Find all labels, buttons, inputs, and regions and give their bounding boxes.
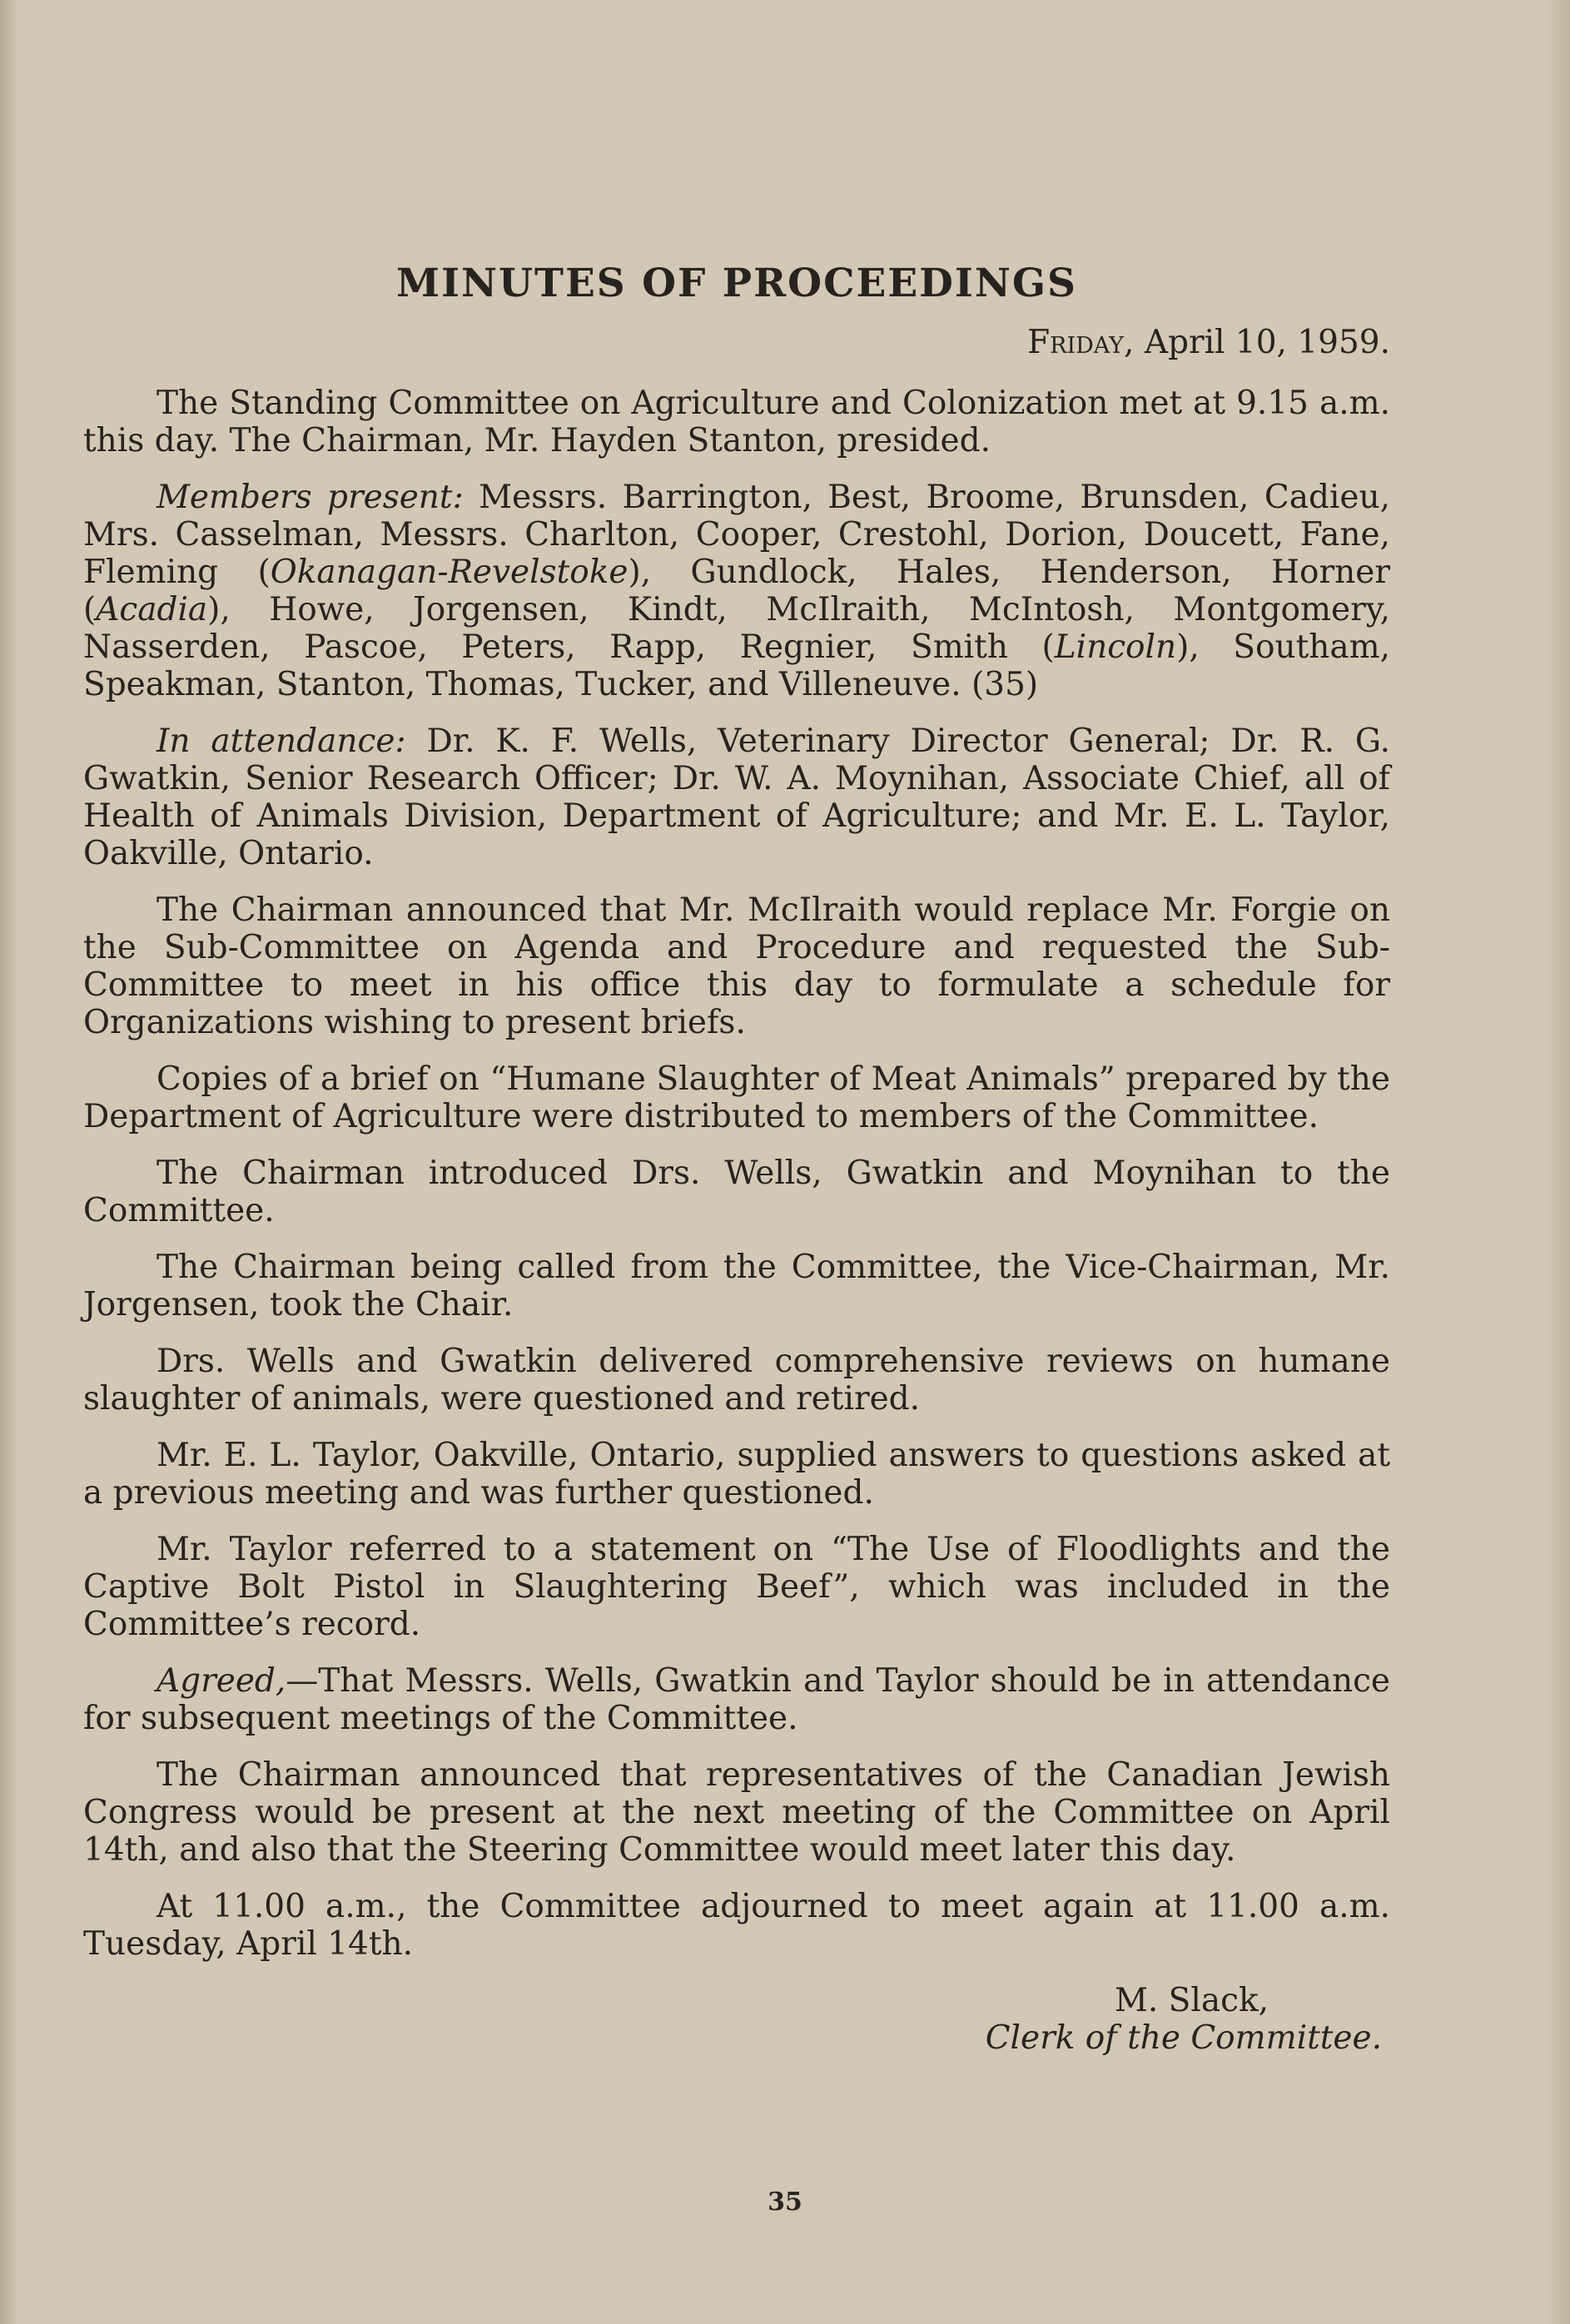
- date-weekday: Friday,: [1027, 324, 1135, 361]
- agreed-text: —That Messrs. Wells, Gwatkin and Taylor should be in attendance for subsequent meetings of the Committee.: [83, 1662, 1390, 1737]
- members-riding-1: Okanagan-Revelstoke: [270, 554, 628, 591]
- paragraph-jewish-congress: The Chairman announced that representatives of the Canadian Jewish Congress would be present at the next meeting of the Committee on April 14th, and also that the Steering Committee would meet later this day.: [83, 1756, 1390, 1869]
- attendance-label: In attendance:: [157, 723, 406, 760]
- paragraph-reviews: Drs. Wells and Gwatkin delivered comprehensive reviews on humane slaughter of animals, were questioned and retired.: [83, 1343, 1390, 1418]
- paragraph-introductions: The Chairman introduced Drs. Wells, Gwatkin and Moynihan to the Committee.: [83, 1155, 1390, 1229]
- document-body: [83, 261, 1390, 2057]
- page-title: MINUTES OF PROCEEDINGS: [396, 261, 1077, 306]
- agreed-label: Agreed,: [157, 1662, 286, 1700]
- page-edge-shadow-left: [0, 0, 18, 2324]
- paragraph-brief-copies: Copies of a brief on “Humane Slaughter of Meat Animals” prepared by the Department of Agriculture were distributed to members of the Committee.: [83, 1060, 1390, 1135]
- paragraph-taylor-answers: Mr. E. L. Taylor, Oakville, Ontario, supplied answers to questions asked at a previous meeting and was further questioned.: [83, 1437, 1390, 1512]
- members-text-2: ), Gundlock, Hales, Henderson, Horner (: [83, 554, 1390, 628]
- meeting-date: [83, 324, 1390, 361]
- paragraph-adjournment: At 11.00 a.m., the Committee adjourned to meet again at 11.00 a.m. Tuesday, April 14th.: [83, 1888, 1390, 1963]
- signature-name: M. Slack,: [1114, 1982, 1269, 2019]
- page-edge-shadow-right: [1547, 0, 1570, 2324]
- paragraph-taylor-statement: Mr. Taylor referred to a statement on “The Use of Floodlights and the Captive Bolt Pistol in Slaughtering Beef”, which was included in the Committee’s record.: [83, 1531, 1390, 1643]
- members-riding-3: Lincoln: [1054, 628, 1177, 666]
- page-number: 35: [768, 2187, 802, 2217]
- signature-block: [83, 1982, 1390, 2057]
- members-text-3: ), Howe, Jorgensen, Kindt, McIlraith, McIntosh, Montgomery, Nasserden, Pascoe, Peters, Rapp, Regnier, Smith (: [83, 591, 1390, 666]
- paragraph-opening: The Standing Committee on Agriculture and Colonization met at 9.15 a.m. this day. The Chairman, Mr. Hayden Stanton, presided.: [83, 385, 1390, 459]
- paragraph-agreed: [83, 1662, 1390, 1737]
- paragraph-vice-chairman: The Chairman being called from the Committee, the Vice-Chairman, Mr. Jorgensen, took the Chair.: [83, 1249, 1390, 1323]
- members-riding-2: Acadia: [96, 591, 208, 628]
- paragraph-members-present: [83, 479, 1390, 703]
- signature-role: Clerk of the Committee.: [985, 2019, 1382, 2057]
- members-text-1: Messrs. Barrington, Best, Broome, Brunsden, Cadieu, Mrs. Casselman, Messrs. Charlton, Cooper, Crestohl, Dorion, Doucett, Fane, Fleming (: [83, 479, 1390, 591]
- paragraph-in-attendance: [83, 723, 1390, 872]
- members-text-4: ), Southam, Speakman, Stanton, Thomas, Tucker, and Villeneuve. (35): [83, 628, 1390, 703]
- members-label: Members present:: [157, 479, 464, 516]
- attendance-text: Dr. K. F. Wells, Veterinary Director General; Dr. R. G. Gwatkin, Senior Research Officer; Dr. W. A. Moynihan, Associate Chief, all of Health of Animals Division, Department of Agriculture; and Mr. E. L. Taylor, Oakville, Ontario.: [83, 723, 1390, 872]
- paragraph-sub-committee: The Chairman announced that Mr. McIlraith would replace Mr. Forgie on the Sub-Committee on Agenda and Procedure and requested the Sub-Committee to meet in his office this day to formulate a schedule for Organizations wishing to present briefs.: [83, 891, 1390, 1041]
- date-rest: April 10, 1959.: [1144, 324, 1390, 361]
